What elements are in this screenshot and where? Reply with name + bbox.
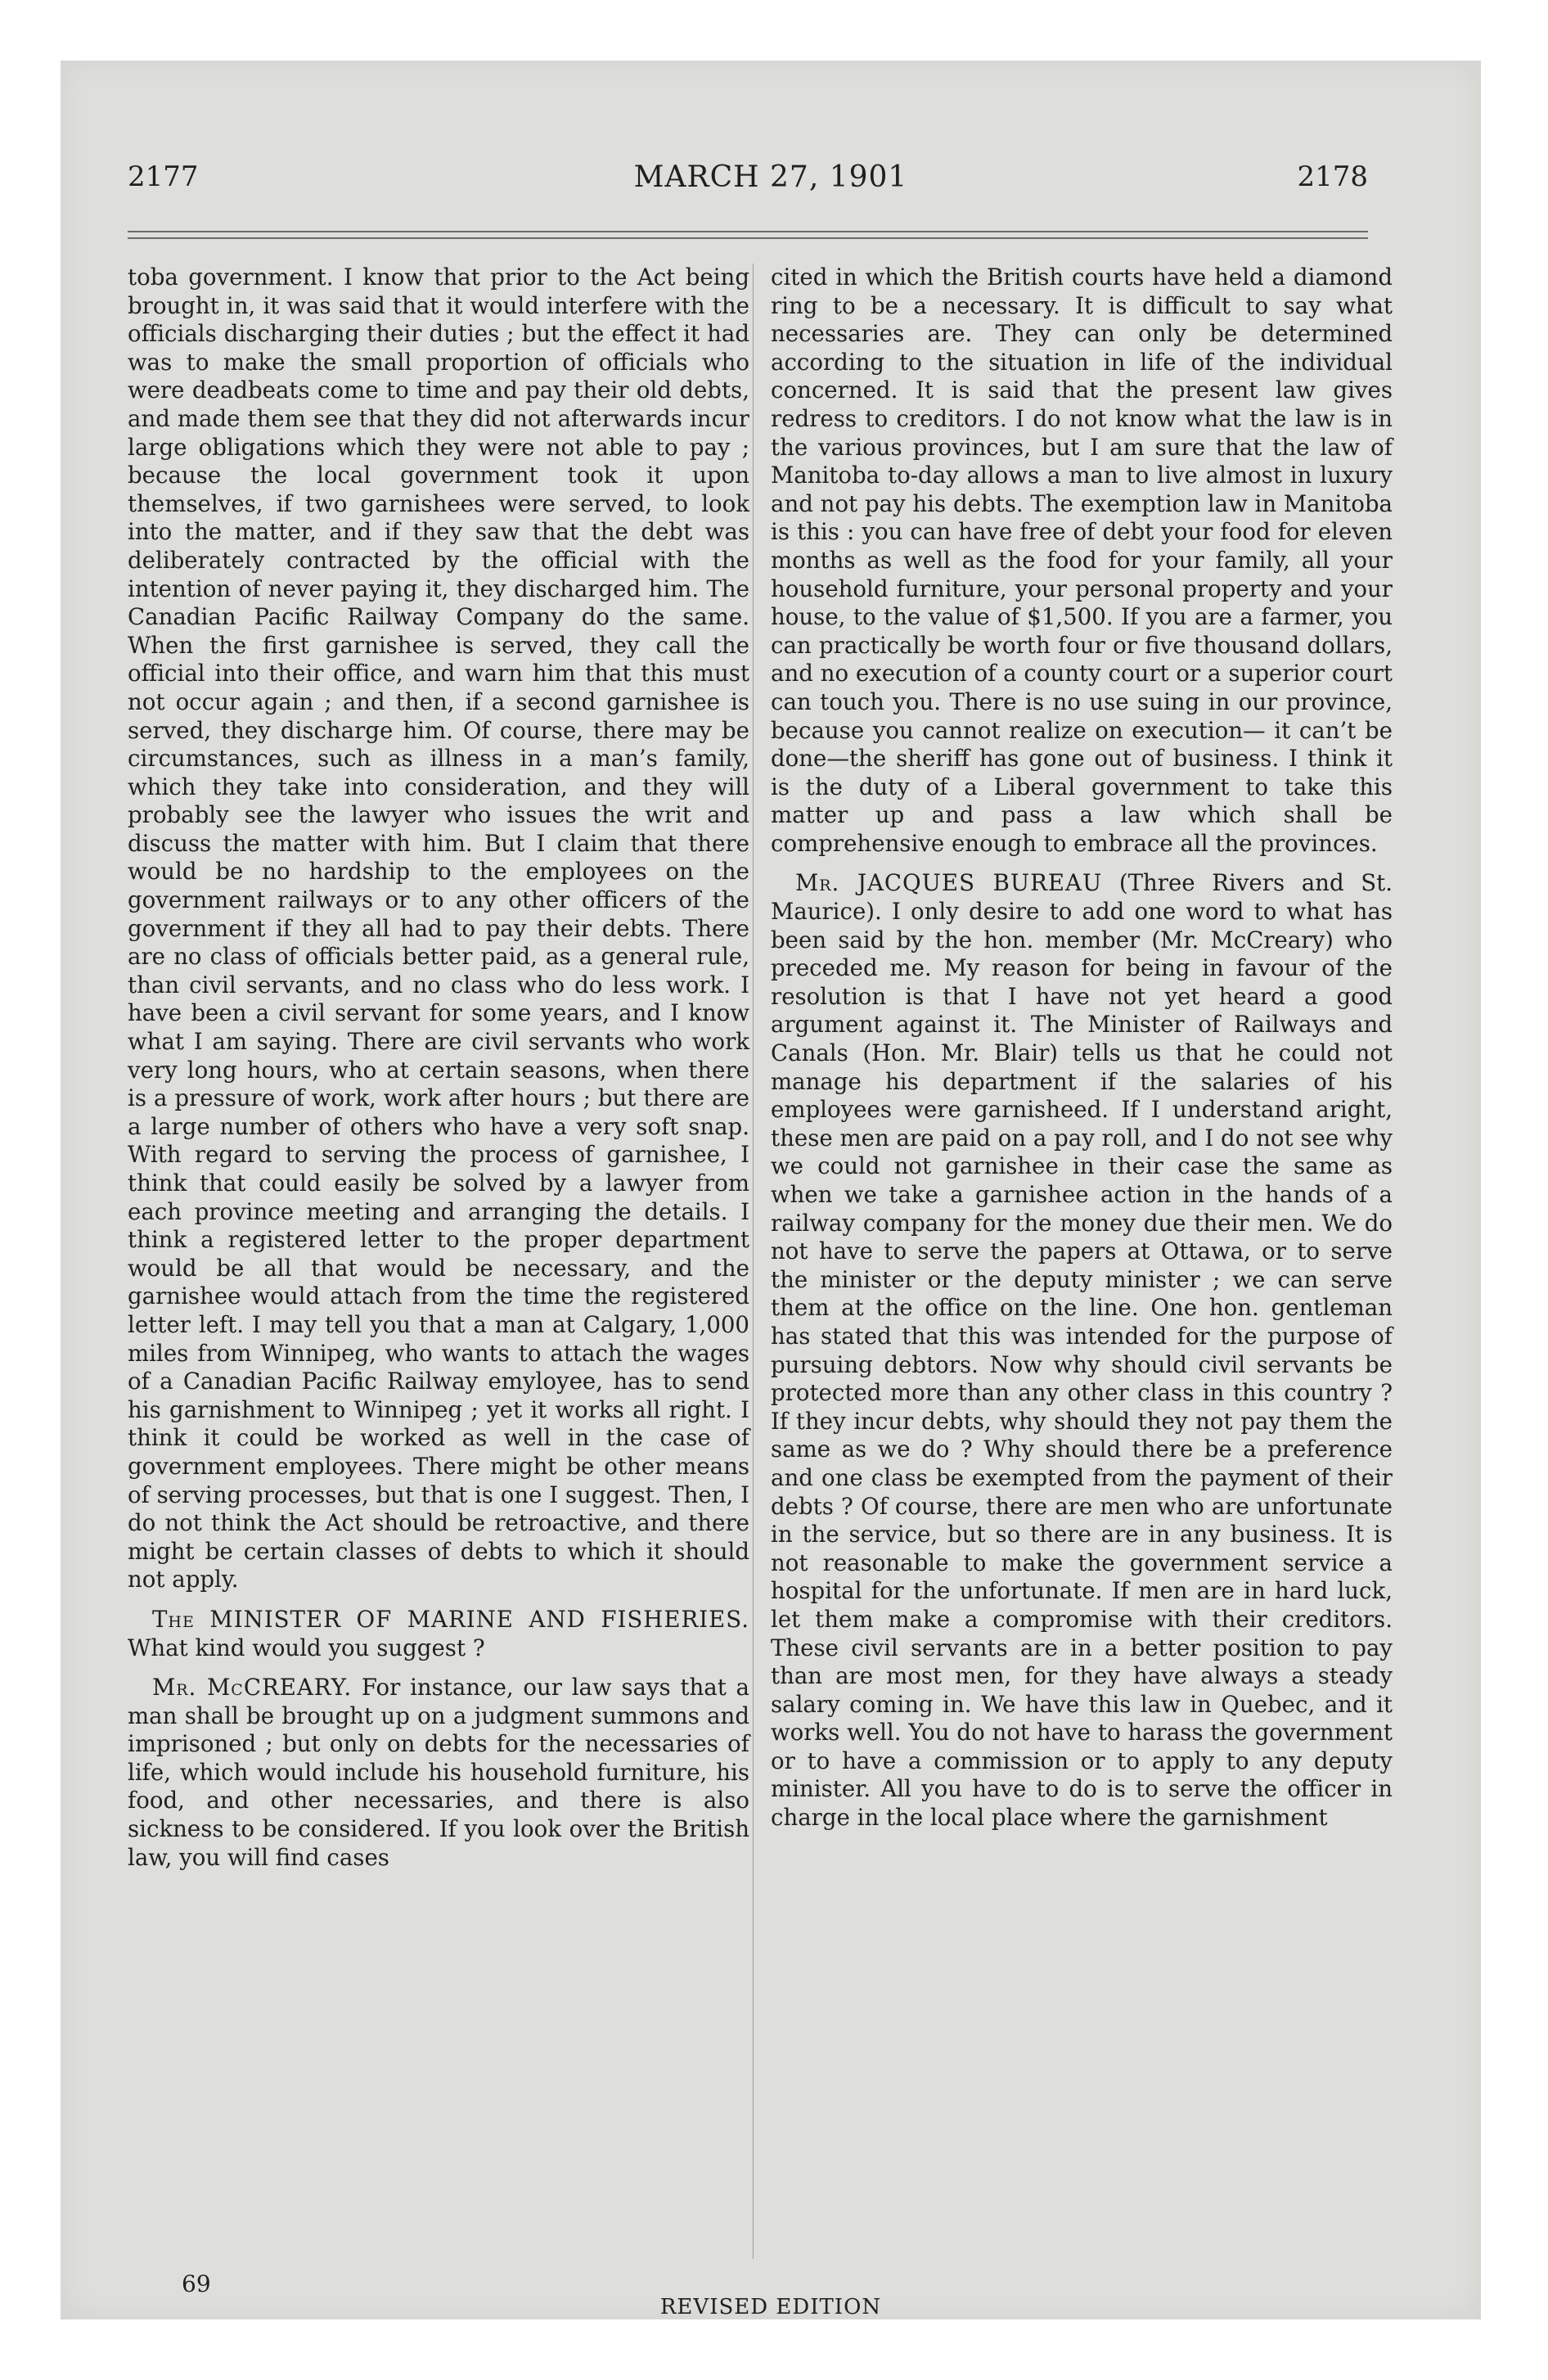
right-paragraph-1: cited in which the British courts have held a diamond ring to be a necessary. It is difficult to say what necessaries are. They can only be determined according to the situation in life of the individual concerned. It is said that the present law gives redress to creditors. I do not know what the law is in the various provinces, but I am sure that the law of Manitoba to-day allows a man to live almost in luxury and not pay his debts. The exemption law in Manitoba is this : you can have free of debt your food for eleven months as well as the food for your family, all your household furniture, your personal property and your house, to the value of $1,500. If you are a farmer, you can practically be worth four or five thousand dollars, and no execution of a county court or a superior court can touch you. There is no use suing in our province, because you cannot realize on execution— it can’t be done—the sheriff has gone out of business. I think it is the duty of a Liberal government to take this matter up and pass a law which shall be comprehensive enough to embrace all the provinces. [771,264,1393,857]
left-paragraph-1: toba government. I know that prior to the Act being brought in, it was said that it would interfere with the officials discharging their duties ; but the effect it had was to make the small proportion of officials who were deadbeats come to time and pay their old debts, and made them see that they did not afterwards incur large obligations which they were not able to pay ; because the local government took it upon themselves, if two garnishees were served, to look into the matter, and if they saw that the debt was deliberately contracted by the official with the intention of never paying it, they discharged him. The Canadian Pacific Railway Company do the same. When the first garnishee is served, they call the official into their office, and warn him that this must not occur again ; and then, if a second garnishee is served, they discharge him. Of course, there may be circumstances, such as illness in a man’s family, which they take into consideration, and they will probably see the lawyer who issues the writ and discuss the matter with him. But I claim that there would be no hardship to the employees on the government railways or to any other officers of the government if they all had to pay their debts. There are no class of officials better paid, as a general rule, than civil servants, and no class who do less work. I have been a civil servant for some years, and I know what I am saying. There are civil servants who work very long hours, who at certain seasons, when there is a pressure of work, work after hours ; but there are a large number of others who have a very soft snap. With regard to serving the process of garnishee, I think that could easily be solved by a lawyer from each province meeting and arranging the details. I think a registered letter to the proper department would be all that would be necessary, and the garnishee would attach from the time the registered letter left. I may tell you that a man at Calgary, 1,000 miles from Winnipeg, who wants to attach the wages of a Canadian Pacific Railway emyloyee, has to send his garnishment to Winnipeg ; yet it works all right. I think it could be worked as well in the case of government employees. There might be other means of serving processes, but that is one I suggest. Then, I do not think the Act should be retroactive, and there might be certain classes of debts to which it should not apply. [128,264,749,1593]
left-paragraph-3 [128,1674,749,1872]
left-paragraph-2-text: What kind would you suggest ? [128,1634,485,1661]
edition-footer: REVISED EDITION [659,2295,882,2319]
scanned-page [61,61,1481,2319]
speaker-mccreary: Mr. McCREARY. [152,1674,353,1702]
header-rule [128,231,1368,239]
left-paragraph-2 [128,1606,749,1662]
speaker-bureau: Mr. JACQUES BUREAU [795,869,1103,897]
speaker-minister-marine: The MINISTER OF MARINE AND FISHERIES. [152,1605,749,1633]
right-paragraph-2 [771,869,1393,1832]
page-number-left: 2177 [128,160,199,193]
page-header [61,160,1481,210]
left-paragraph-3-text: For instance, our law says that a man shall be brought up on a judgment summons and imprisoned ; but only on debts for the necessaries of life, which would include his household furniture, his food, and other necessaries, and there is also sickness to be considered. If you look over the British law, you will find cases [128,1674,749,1871]
left-column [128,264,749,1872]
page-number-right: 2178 [1297,160,1368,193]
column-divider [753,264,754,2259]
page-date: MARCH 27, 1901 [633,160,908,194]
right-column [771,264,1393,1832]
sheet-number: 69 [182,2270,211,2297]
right-paragraph-2-text: (Three Rivers and St. Maurice). I only desire to add one word to what has been said by the hon. member (Mr. McCreary) who preceded me. My reason for being in favour of the resolution is that I have not yet heard a good argument against it. The Minister of Railways and Canals (Hon. Mr. Blair) tells us that he could not manage his department if the salaries of his employees were garnisheed. If I understand aright, these men are paid on a pay roll, and I do not see why we could not garnishee in their case the same as when we take a garnishee action in the hands of a railway company for the money due their men. We do not have to serve the papers at Ottawa, or to serve the minister or the deputy minister ; we can serve them at the office on the line. One hon. gentleman has stated that this was intended for the purpose of pursuing debtors. Now why should civil servants be protected more than any other class in this country ? If they incur debts, why should they not pay them the same as we do ? Why should there be a preference and one class be exempted from the payment of their debts ? Of course, there are men who are unfortunate in the service, but so there are in any business. It is not reasonable to make the government service a hospital for the unfortunate. If men are in hard luck, let them make a compromise with their creditors. These civil servants are in a better position to pay than are most men, for they have always a steady salary coming in. We have this law in Quebec, and it works well. You do not have to harass the government or to have a commission or to apply to any deputy minister. All you have to do is to serve the officer in charge in the local place where the garnishment [771,869,1393,1832]
